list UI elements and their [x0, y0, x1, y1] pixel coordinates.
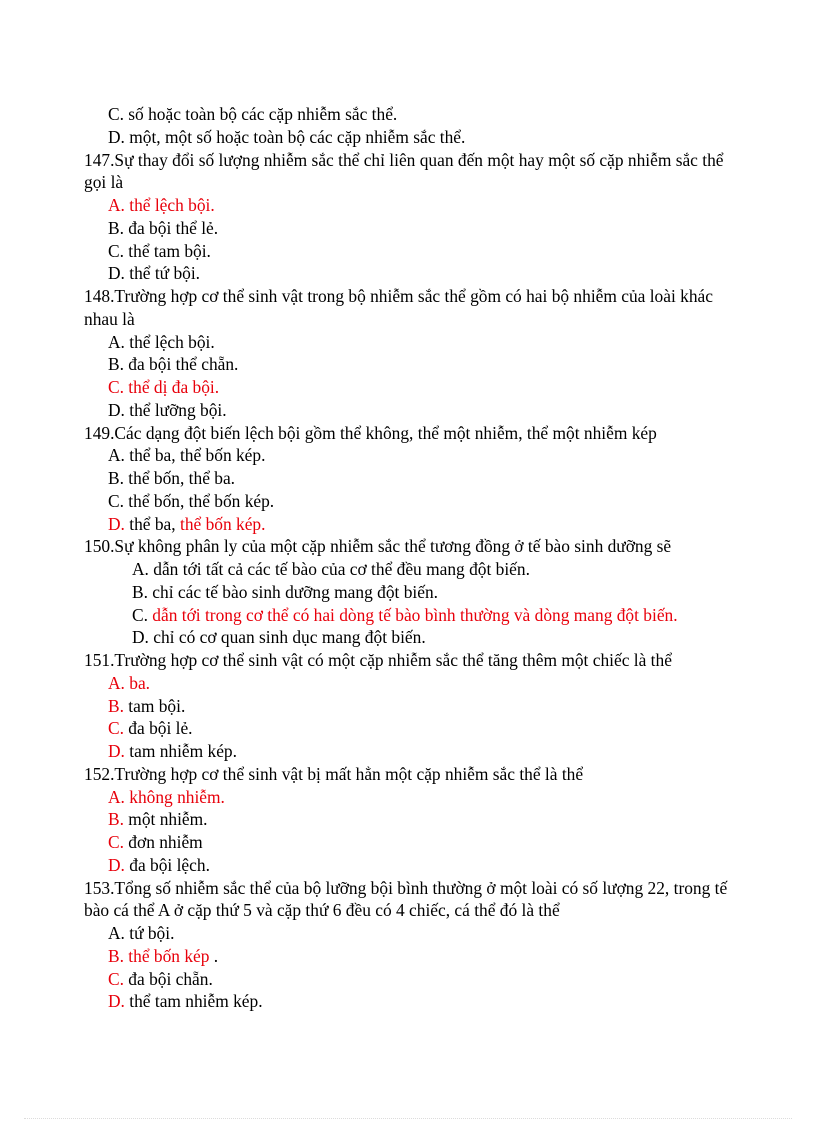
line-text: 150.Sự không phân ly của một cặp nhiễm sắc thể tương đồng ở tế bào sinh dưỡng sẽ — [84, 536, 672, 557]
question-line — [84, 285, 713, 307]
line-text: A. thể lệch bội. — [108, 331, 215, 352]
question-line — [84, 763, 583, 785]
answer-option — [108, 376, 219, 398]
line-text: 147.Sự thay đổi số lượng nhiễm sắc thể chỉ liên quan đến một hay một số cặp nhiễm sắc thể — [84, 149, 724, 170]
line-text: 151.Trường hợp cơ thể sinh vật có một cặp nhiễm sắc thể tăng thêm một chiếc là thể — [84, 650, 672, 670]
answer-option — [132, 558, 530, 580]
answer-option — [132, 604, 678, 626]
question-line — [84, 649, 672, 671]
line-text: tam nhiễm kép. — [124, 741, 237, 761]
line-text: nhau là — [84, 308, 135, 329]
line-text: thể ba, — [124, 513, 180, 534]
answer-option — [108, 444, 265, 466]
line-text: C. — [132, 604, 153, 625]
answer-option — [108, 854, 210, 876]
line-text: A. tứ bội. — [108, 923, 175, 943]
answer-option — [108, 695, 185, 717]
answer-option — [108, 968, 213, 990]
line-text: D. thể tứ bội. — [108, 263, 201, 284]
answer-option — [108, 103, 397, 125]
question-line-continued — [84, 308, 135, 330]
question-line — [84, 422, 657, 444]
answer-option — [108, 808, 208, 830]
line-text: B. chỉ các tế bào sinh dưỡng mang đột biến. — [132, 581, 438, 602]
answer-option — [108, 399, 227, 421]
question-line — [84, 149, 724, 171]
line-text: đa bội lẻ. — [123, 718, 193, 739]
answer-option — [108, 467, 235, 489]
page-bottom-rule — [24, 1118, 792, 1119]
answer-option — [132, 581, 438, 603]
line-text: C. số hoặc toàn bộ các cặp nhiễm sắc thể. — [108, 104, 398, 124]
line-text: C. thể bốn, thể bốn kép. — [108, 490, 275, 511]
line-text: tam bội. — [123, 695, 186, 716]
line-text: 152.Trường hợp cơ thể sinh vật bị mất hẳn một cặp nhiễm sắc thể là thể — [84, 763, 584, 784]
question-line — [84, 877, 727, 899]
answer-option — [108, 126, 465, 148]
line-text: D. một, một số hoặc toàn bộ các cặp nhiễm sắc thể. — [108, 126, 466, 147]
answer-option — [108, 740, 237, 762]
question-line-continued — [84, 899, 560, 921]
line-text: 149.Các dạng đột biến lệch bội gồm thể không, thể một nhiễm, thể một nhiễm kép — [84, 422, 657, 443]
correct-answer-text: B. — [108, 809, 124, 830]
line-text: đa bội lệch. — [124, 854, 210, 875]
correct-answer-text: thể bốn kép. — [179, 513, 266, 534]
answer-option — [132, 626, 426, 648]
correct-answer-text: dẫn tới trong cơ thể có hai dòng tế bào bình thường và dòng mang đột biến. — [152, 604, 678, 625]
correct-answer-text: B. thể bốn kép — [108, 945, 210, 966]
answer-option — [108, 922, 174, 944]
line-text: đơn nhiễm — [123, 832, 203, 852]
correct-answer-text: C. — [108, 968, 124, 989]
answer-option — [108, 717, 193, 739]
line-text: A. dẫn tới tất cả các tế bào của cơ thể đều mang đột biến. — [132, 559, 530, 579]
correct-answer-text: D. — [108, 991, 125, 1012]
line-text: D. chỉ có cơ quan sinh dục mang đột biến. — [132, 627, 426, 648]
line-text: B. đa bội thể lẻ. — [108, 217, 219, 238]
line-text: thể tam nhiễm kép. — [124, 991, 263, 1012]
correct-answer-text: C. — [108, 832, 124, 852]
correct-answer-text: C. thể dị đa bội. — [108, 377, 220, 397]
correct-answer-text: A. ba. — [108, 672, 151, 693]
correct-answer-text: B. — [108, 695, 124, 716]
question-line — [84, 535, 671, 557]
line-text: . — [209, 945, 219, 966]
answer-option — [108, 194, 215, 216]
line-text: gọi là — [84, 172, 124, 193]
line-text: đa bội chẵn. — [123, 968, 213, 989]
answer-option — [108, 786, 225, 808]
correct-answer-text: D. — [108, 741, 125, 761]
answer-option — [108, 490, 274, 512]
line-text: 153.Tổng số nhiễm sắc thể của bộ lưỡng bội bình thường ở một loài có số lượng 22, trong tế — [84, 877, 728, 898]
line-text: bào cá thể A ở cặp thứ 5 và cặp thứ 6 đều có 4 chiếc, cá thể đó là thể — [84, 900, 560, 921]
answer-option — [108, 672, 150, 694]
answer-option — [108, 945, 218, 967]
line-text: C. thể tam bội. — [108, 240, 211, 261]
line-text: 148.Trường hợp cơ thể sinh vật trong bộ nhiễm sắc thể gồm có hai bộ nhiễm của loài khác — [84, 286, 713, 306]
line-text: B. thể bốn, thể ba. — [108, 468, 236, 488]
question-line-continued — [84, 171, 123, 193]
answer-option — [108, 240, 211, 262]
answer-option — [108, 831, 203, 853]
correct-answer-text: D. — [108, 513, 125, 534]
line-text: một nhiễm. — [123, 809, 208, 830]
answer-option — [108, 990, 263, 1012]
answer-option — [108, 353, 238, 375]
correct-answer-text: A. thể lệch bội. — [108, 195, 215, 215]
correct-answer-text: A. không nhiễm. — [108, 786, 225, 807]
line-text: A. thể ba, thể bốn kép. — [108, 445, 266, 466]
correct-answer-text: C. — [108, 718, 124, 739]
answer-option — [108, 217, 218, 239]
correct-answer-text: D. — [108, 854, 125, 875]
answer-option — [108, 331, 215, 353]
answer-option — [108, 513, 265, 535]
line-text: D. thể lưỡng bội. — [108, 399, 227, 420]
line-text: B. đa bội thể chẵn. — [108, 354, 239, 375]
answer-option — [108, 262, 200, 284]
